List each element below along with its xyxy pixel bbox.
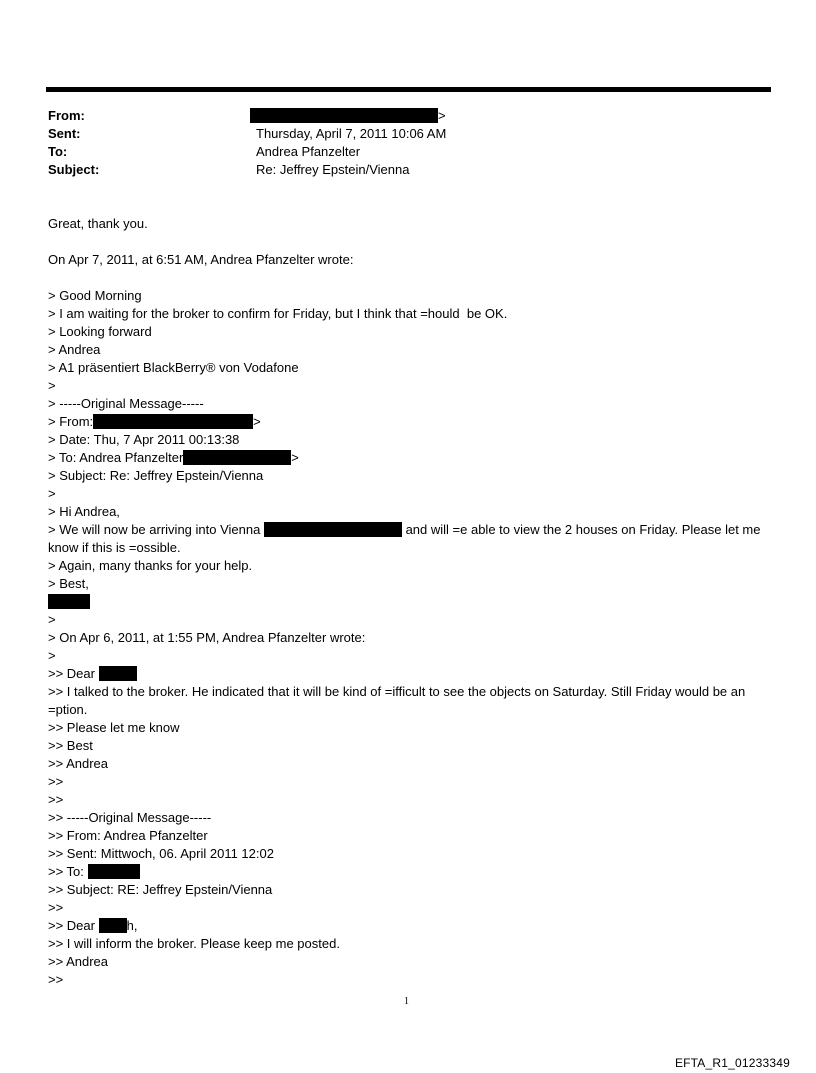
redaction-bar bbox=[48, 594, 90, 609]
subject-value: Re: Jeffrey Epstein/Vienna bbox=[256, 162, 410, 177]
body-line: >> Please let me know bbox=[48, 720, 180, 735]
header-rule bbox=[46, 87, 771, 92]
body-line: >> I talked to the broker. He indicated that it will be kind of =ifficult to see the objects on Saturday. Still Friday would be an =ption. bbox=[48, 684, 749, 717]
body-line bbox=[48, 593, 768, 611]
page-number: 1 bbox=[404, 996, 409, 1007]
body-line: > I am waiting for the broker to confirm for Friday, but I think that =hould be OK. bbox=[48, 306, 508, 321]
body-line: > Date: Thu, 7 Apr 2011 00:13:38 bbox=[48, 432, 240, 447]
body-line: >> bbox=[48, 792, 64, 807]
document-id: EFTA_R1_01233349 bbox=[674, 1056, 790, 1070]
body-line: > A1 präsentiert BlackBerry® von Vodafone bbox=[48, 360, 299, 375]
redaction-bar bbox=[88, 864, 140, 879]
body-line: > To: Andrea Pfanzelter > bbox=[48, 450, 299, 465]
body-line: Great, thank you. bbox=[48, 216, 148, 231]
body-line: >> -----Original Message----- bbox=[48, 810, 212, 825]
sent-value: Thursday, April 7, 2011 10:06 AM bbox=[256, 126, 447, 141]
to-value: Andrea Pfanzelter bbox=[256, 144, 361, 159]
body-line: > Andrea bbox=[48, 342, 101, 357]
body-line: > bbox=[48, 378, 56, 393]
redaction-bar bbox=[99, 666, 137, 681]
body-line: >> I will inform the broker. Please keep me posted. bbox=[48, 936, 340, 951]
body-line: >> bbox=[48, 972, 64, 987]
redaction-bar bbox=[183, 450, 291, 465]
body-line: > On Apr 6, 2011, at 1:55 PM, Andrea Pfanzelter wrote: bbox=[48, 630, 366, 645]
body-line: > bbox=[48, 612, 56, 627]
body-line: > Hi Andrea, bbox=[48, 504, 120, 519]
body-line: > bbox=[48, 486, 56, 501]
body-line: > bbox=[48, 648, 56, 663]
body-line: > Looking forward bbox=[48, 324, 152, 339]
redaction-bar bbox=[250, 108, 438, 123]
body-line: >> Andrea bbox=[48, 756, 108, 771]
body-line: > We will now be arriving into Vienna and will =e able to view the 2 houses on Friday. Please let me know if this is =ossible. bbox=[48, 522, 765, 555]
body-line: >> Sent: Mittwoch, 06. April 2011 12:02 bbox=[48, 846, 274, 861]
from-value: > bbox=[250, 107, 446, 125]
from-label: From: bbox=[48, 108, 85, 123]
to-label: To: bbox=[48, 144, 68, 159]
redaction-bar bbox=[264, 522, 402, 537]
body-line: >> From: Andrea Pfanzelter bbox=[48, 828, 208, 843]
body-line: >> Dear bbox=[48, 665, 768, 683]
body-line: >> bbox=[48, 900, 64, 915]
email-body bbox=[48, 215, 768, 989]
body-line: >> Dear h, bbox=[48, 918, 138, 933]
redaction-bar bbox=[93, 414, 253, 429]
redaction-bar bbox=[99, 918, 127, 933]
body-line: > Subject: Re: Jeffrey Epstein/Vienna bbox=[48, 468, 264, 483]
body-line: > -----Original Message----- bbox=[48, 396, 204, 411]
body-line: > Best, bbox=[48, 576, 89, 591]
body-line: > From: > bbox=[48, 414, 261, 429]
subject-label: Subject: bbox=[48, 162, 100, 177]
body-line: >> To: bbox=[48, 863, 768, 881]
body-line: >> Andrea bbox=[48, 954, 108, 969]
body-line: >> Best bbox=[48, 738, 93, 753]
body-line: >> Subject: RE: Jeffrey Epstein/Vienna bbox=[48, 882, 273, 897]
body-line: On Apr 7, 2011, at 6:51 AM, Andrea Pfanzelter wrote: bbox=[48, 252, 354, 267]
sent-label: Sent: bbox=[48, 126, 81, 141]
body-line: > Again, many thanks for your help. bbox=[48, 558, 253, 573]
body-line: >> bbox=[48, 774, 64, 789]
body-line: > Good Morning bbox=[48, 288, 142, 303]
